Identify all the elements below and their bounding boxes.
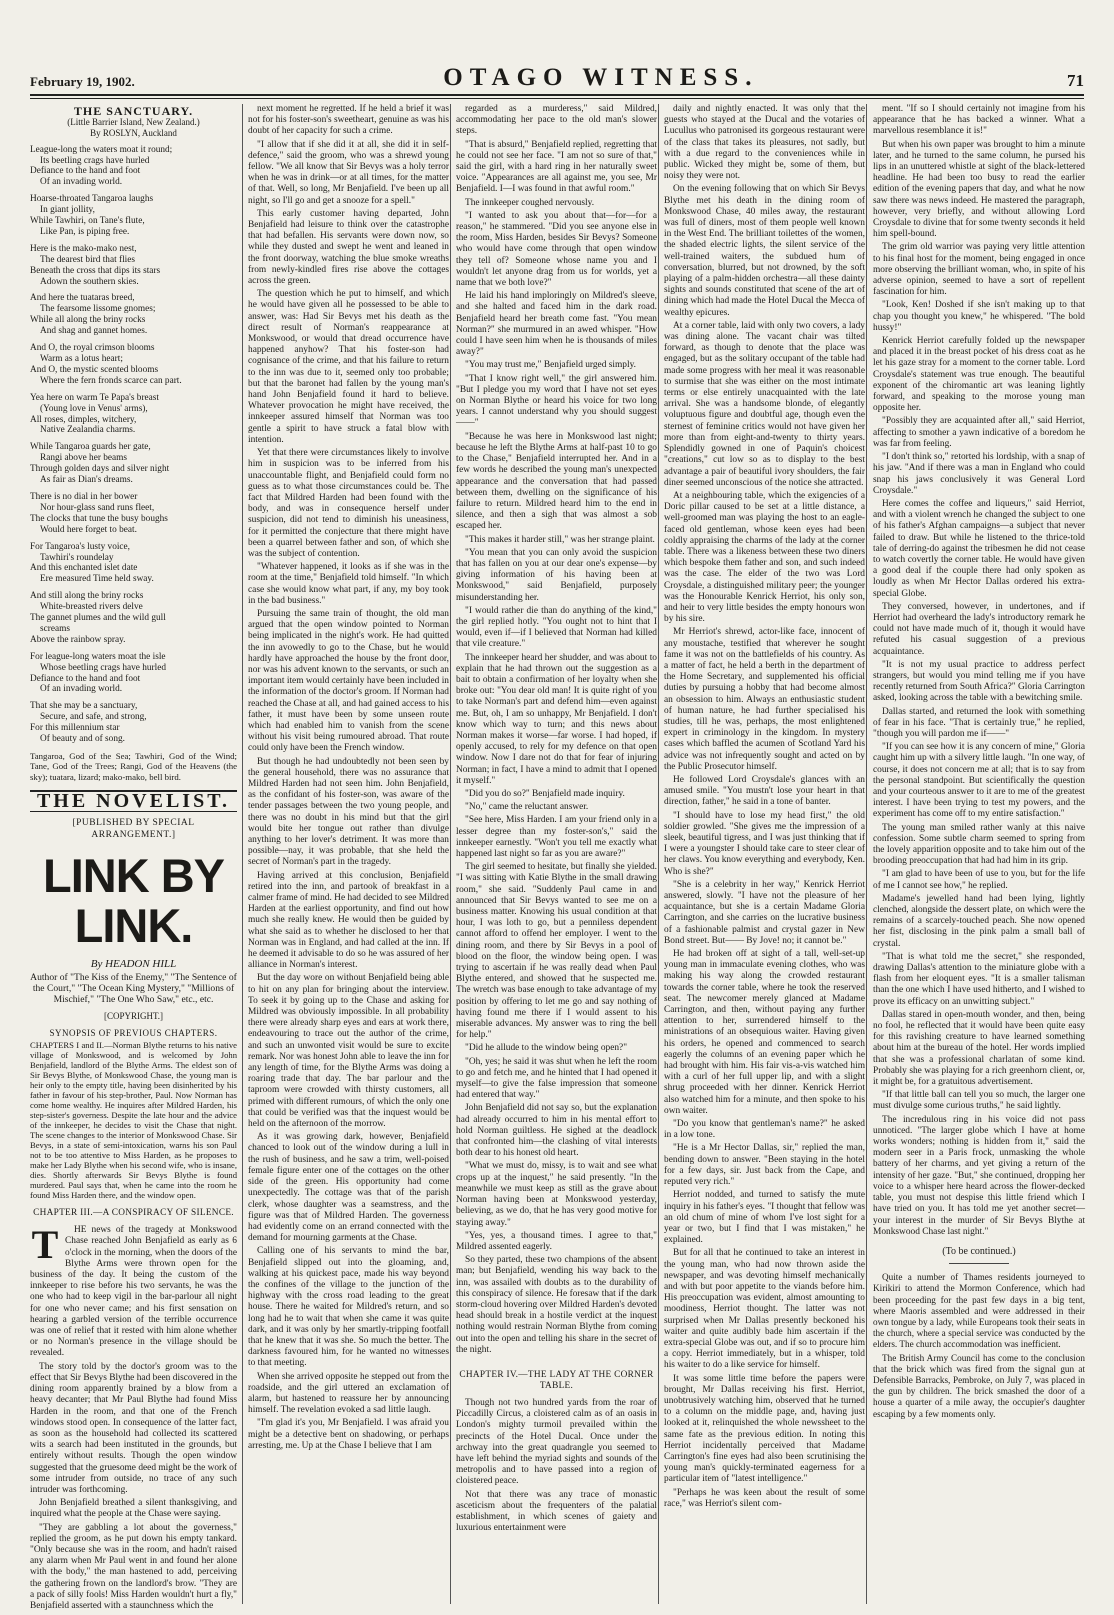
story-byline: By HEADON HILL [90, 957, 177, 970]
chapter-4-text [456, 1398, 657, 1534]
paragraph: Having arrived at this conclusion, Benjafield retired into the inn, and partook of breakfast in a calmer frame of mind. He had decided to see Mildred Harden at the earliest opportunity, and find out how much she really knew. He would then be guided by what she said as to whether he disclosed to her that Norman was in England, and had called at the inn. If he deemed it advisable to do so he was assured of her alliance in Norman's interest. [248, 870, 449, 971]
paragraph: "Oh, yes; he said it was shut when he left the room to go and fetch me, and he hinted that I had opened it myself—to give the false impression that someone had entered that way." [456, 1056, 657, 1101]
paragraph: "See here, Miss Harden. I am your friend only in a lesser degree than my foster-son's," said the innkeeper earnestly. "Won't you tell me exactly what happened last night so far as you are aware?" [456, 815, 657, 859]
poem-line: Would here forget to beat. [40, 524, 137, 535]
poem-line: League-long the waters moat it round; [30, 144, 173, 155]
paragraph: So they parted, these two champions of the absent man; but Benjafield, wending his way back to the inn, was assailed with doubts as to the durability of this conspiracy of silence. He foresaw that if the dark storm-cloud hovering over Mildred Harden's devoted head should break in a hostile verdict at the inquest nothing would restrain Norman Blythe from coming out into the open and telling his share in the secret of the night. [456, 1255, 657, 1355]
poem-line: Nor hour-glass sand runs fleet, [40, 502, 155, 513]
poem-line: screams [40, 623, 70, 634]
poem-line: Defiance to the hand and foot [30, 673, 141, 684]
paragraph: "You mean that you can only avoid the suspicion that has fallen on you at our dear one's expense—by giving information of his having been at Monkswood," said Benjafield, purposely misunderstanding her. [456, 547, 657, 603]
poem-line: Yea here on warm Te Papa's breast [30, 392, 159, 403]
paragraph: John Benjafield did not say so, but the explanation had already occurred to him in his mental effort to hold Norman guiltless. He sighed at the deadlock that confronted him—the clashing of vital interests both dear to his honest old heart. [456, 1103, 657, 1159]
paragraph: The young man smiled rather wanly at this naive confession. Some subtle charm seemed to spring from the lovely apparition opposite and to take him out of the brooding preoccupation that had had him in its grip. [873, 822, 1085, 867]
paragraph: When she arrived opposite he stepped out from the roadside, and the girl uttered an exclamation of alarm, but hastened to reassure her by announcing himself. The revelation evoked a sad little laugh. [248, 1371, 449, 1416]
paragraph: The question which he put to himself, and which he would have given all he possessed to be able to answer, was: Had Sir Bevys met his death as the direct result of Norman's reappearance at Monkswood, or would that dread occurrence have happened anyhow? That his foster-son had cognisance of the crime, and that his failure to return to the inn was due to it, seemed only too probable; but that the baronet had fallen by the young man's hand John Benjafield found it hard to believe. Whatever provocation he might have received, the innkeeper assured himself that Norman was too gentle a spirit to have struck a fatal blow with intention. [248, 289, 449, 445]
poem-glossary: Tangaroa, God of the Sea; Tawhiri, God of the Wind; Tane, God of the Trees; Rangi, God of the Heavens (the sky); tuatara, lizard; mako-mako, bell bird. [30, 751, 237, 782]
chapter-3-heading: CHAPTER III.—A CONSPIRACY OF SILENCE. [33, 1208, 234, 1219]
poem-line: Of an invading world. [40, 177, 123, 188]
poem-line: For league-long waters moat the isle [30, 651, 166, 662]
column-3 [450, 104, 662, 1604]
poem-stanza [30, 145, 237, 189]
paragraph: But though he had undoubtedly not been seen by the general household, there was no assurance that Mildred Harden had not seen him. John Benjafield, as the confidant of his foster-son, was aware of the tender passages between the two young people, and there was no doubt in his mind but that the girl would bite her tongue out rather than divulge anything to her lover's detriment. It was more than possible—nay, it was probable, that she held the secret of Norman's part in the tragedy. [248, 756, 449, 868]
paragraph: Dallas stared in open-mouth wonder, and then, being no fool, he reflected that it would have been quite easy for this ravishing creature to have learned something about him at the bureau of the hotel. Her words implied that she was a professional charlatan of some kind. Probably she was playing for a rich greenhorn client, or, it might be, for a gratuitous advertisement. [873, 1009, 1085, 1088]
column-1-story-text [30, 1222, 237, 1612]
paragraph: The story told by the doctor's groom was to the effect that Sir Bevys Blythe had been discovered in the dining room apparently brained by a blow from a heavy decanter; that Mr Paul Blythe had found Miss Harden in the room, and that one of the French windows stood open. In consequence of the latter fact, as soon as the household had collected its scattered wits a search had been instituted in the grounds, but entirely without results. Though the open window suggested that the gruesome deed might be the work of some intruder from outside, no trace of any such intruder was forthcoming. [30, 1361, 237, 1495]
poem-stanza [30, 194, 237, 238]
page-columns [30, 104, 1085, 1611]
paragraph: "Look, Ken! Doshed if she isn't making up to that chap you thought you knew," he whispered. "The bold hussy!" [873, 300, 1085, 333]
poem-line: Of an invading world. [40, 684, 123, 695]
synopsis-text: CHAPTERS I and II.—Norman Blythe returns to his native village of Monkswood, and is welcomed by John Benjafield, landlord of the Blythe Arms. The eldest son of Sir Bevys Blythe, of Monkswood Chase, the young man is heir only to the empty title, having been disinherited by his father in favour of his step-brother, Paul. Now Norman has come home wealthy. He inquires after Mildred Harden, his step-sister's governess. Despite the late hour and the advice of the innkeeper, he decides to visit the Chase that night. The scene changes to the interior of Monkswood Chase. Sir Bevys, in a state of semi-intoxication, warns his son Paul not to be too attentive to Miss Harden, as he proposes to make her Lady Blythe when his second wife, who is insane, dies. Shortly afterwards Sir Bevys Blythe is found murdered. Paul says that, when he came into the room he found Miss Harden there, and the window open. [30, 1040, 237, 1201]
paragraph: At a corner table, laid with only two covers, a lady was dining alone. The vacant chair was tilted forward, as though to denote that the place was engaged, but as the solitary occupant of the table had made some progress with her meal it was reasonable to surmise that she was either on the most intimate terms or else entirely unacquainted with the late arrival. She was a handsome blonde, of elegantly voluptuous figure and doubtful age, though even the sternest of feminine critics would not have given her more than from eight-and-twenty to thirty years. Splendidly gowned in one of Paquin's choicest "creations," cut low so as to display to the best advantage a pair of beautiful ivory shoulders, the fair diner seemed unconscious of the notice she attracted. [664, 320, 865, 488]
masthead [30, 60, 1084, 96]
poem-line: Of beauty and of song. [40, 734, 125, 745]
issue-date: February 19, 1902. [30, 74, 135, 89]
paragraph: "He is a Mr Hector Dallas, sir," replied the man, bending down to answer. "Been staying in the hotel for a few days, sir. Just back from the Cape, and reputed very rich." [664, 1143, 865, 1188]
paragraph: He laid his hand imploringly on Mildred's sleeve, and she halted and faced him in the dark road. Benjafield heard her breath come fast. "You mean Norman?" she murmured in an awed whisper. "How could I have seen him when he is thousands of miles away?" [456, 291, 657, 358]
poem-stanza [30, 542, 237, 586]
paragraph: "It is not my usual practice to address perfect strangers, but would you mind telling me if you have recently returned from South Africa?" Gloria Carrington asked, looking across the table with a bewitching smile. [873, 659, 1085, 704]
paragraph: "I would rather die than do anything of the kind," the girl replied hotly. "You ought not to hint that I would, even if—if I believed that Norman had killed that vile creature." [456, 605, 657, 650]
paragraph: Mr Herriot's shrewd, actor-like face, innocent of any moustache, testified that wherever he sought fame it was not on the battlefields of his country. As a matter of fact, he held a berth in the department of the Home Secretary, and supplemented his official duties by pursuing a hobby that had become almost an obsession to him. Always an enthusiastic student of human nature, he had further specialised his studies, till he was, perhaps, the most enlightened expert in criminology in the kingdom. In mystery cases which baffled the acumen of Scotland Yard his advice was not infrequently sought and acted on by the Public Prosecutor himself. [664, 627, 865, 772]
poem-line: While Tangaroa guards her gate, [30, 442, 151, 453]
poem-stanza [30, 343, 237, 387]
paragraph: "I am glad to have been of use to you, but for the life of me I cannot see how," he replied. [873, 869, 1085, 891]
poem-line: As fair as Dian's dreams. [40, 475, 133, 486]
poem-line: And this enchanted islet date [30, 563, 138, 574]
poem-stanza [30, 591, 237, 646]
poem-line: Like Pan, is piping free. [40, 226, 130, 237]
paragraph: "Perhaps he was keen about the result of some race," was Herriot's silent com- [664, 1487, 865, 1509]
paragraph: John Benjafield breathed a silent thanksgiving, and inquired what the people at the Chase were saying. [30, 1498, 237, 1520]
column-1 [30, 104, 241, 1611]
column-4-text [664, 104, 865, 1510]
drop-cap-letter-t: T [31, 1222, 59, 1268]
poem-line: Defiance to the hand and foot [30, 166, 141, 177]
poem-line: Hoarse-throated Tangaroa laughs [30, 194, 154, 205]
poem-author: By ROSLYN, Auckland [90, 128, 177, 139]
paragraph: At a neighbouring table, which the exigencies of a Doric pillar caused to be set at a little distance, a well-groomed man was playing the host to an eagle-faced old gentleman, whose keen eyes had been coldly appraising the charms of the lady at the corner table. There was a likeness between these two diners which bespoke them father and son, and such indeed was the case. The elder of the two was Lord Croysdale, a distinguished military peer; the younger was the Honourable Kenrick Herriot, his only son, and heir to very little besides the empty honours won by his sire. [664, 490, 865, 625]
author-credits: Author of "The Kiss of the Enemy," "The Sentence of the Court," "The Ocean King Mystery," "Millions of Mischief," "The One Who Saw," etc., etc. [30, 972, 237, 1006]
paragraph: regarded as a murderess," said Mildred, accommodating her pace to the old man's slower steps. [456, 104, 657, 137]
paragraph: Madame's jewelled hand had been lying, lightly clenched, alongside the dessert plate, on which were the remains of a scarcely-touched peach. She now opened her fist, disclosing in the pink palm a small ball of crystal. [873, 893, 1085, 949]
paragraph: Kenrick Herriot carefully folded up the newspaper and placed it in the breast pocket of his dress coat as he let his gaze stray for a moment to the corner table. Lord Croysdale's statement was true enough. The beautiful exponent of the chiromantic art was leaning lightly forward, and speaking to the morose young man opposite her. [873, 336, 1085, 414]
poem-line: (Young love in Venus' arms), [40, 403, 148, 414]
paragraph: "If you can see how it is any concern of mine," Gloria caught him up with a silvery little laugh. "In one way, of course, it does not concern me at all; that is to say from the personal standpoint. But scientifically the question and your courteous answer to it are to me of the greatest interest. I have been trying to test my powers, and the experiment has come off to my entire satisfaction." [873, 742, 1085, 820]
newspaper-title: OTAGO WITNESS. [443, 64, 759, 91]
poem-line: Whose beetling crags have hurled [40, 662, 166, 673]
paragraph: Here comes the coffee and liqueurs," said Herriot, and with a violent wrench he changed the subject to one of his father's Afghan campaigns—a subject that never failed to draw. But while he listened to the thrice-told tale of derring-do against the tribesmen he did not cease to watch covertly the corner table. He would have given a good deal if the couple there had only spoken as loudly as when Mr Hector Dallas ordered his extra-special Globe. [873, 498, 1085, 599]
poem-line: Ere measured Time held sway. [40, 574, 154, 585]
poem-line: And O, the royal crimson blooms [30, 343, 155, 354]
poem-line: Tawhiri's roundelay [40, 552, 114, 563]
paragraph: "What we must do, missy, is to wait and see what crops up at the inquest," he said presently. "In the meanwhile we must keep as still as the grave about Norman having been at Monkswood yesterday, believing, as we do, that he has very good motive for staying away." [456, 1161, 657, 1228]
paragraph: "Possibly they are acquainted after all," said Herriot, affecting to smother a yawn indicative of a boredom he was far from feeling. [873, 416, 1085, 449]
paragraph: Herriot nodded, and turned to satisfy the mute inquiry in his father's eyes. "I thought that fellow was an old chum of mine of whom I've lost sight for a year or two, but I find that I was mistaken," he explained. [664, 1190, 865, 1246]
paragraph: Yet that there were circumstances likely to involve him in suspicion was to be inferred from his unaccountable flight, and Benjafield could form no guess as to what those circumstances could be. The fact that Mildred Harden had been found with the body, and was in consequence herself under suspicion, did not tend to diminish his uneasiness, for it permitted the conjecture that there might have been a quarrel between father and son, of which she was the subject of contention. [248, 448, 449, 559]
paragraph: "That I know right well," the girl answered him. "But I pledge you my word that I have not set eyes on Norman Blythe or heard his voice for two long years. I cannot understand why you should suggest——" [456, 373, 657, 429]
paragraph: Calling one of his servants to mind the bar, Benjafield slipped out into the gloaming, and, walking at his quickest pace, made his way beyond the confines of the village to the junction of the highway with the cross road leading to the great house. There he waited for Mildred's return, and so long had he to wait that when she came it was quite dark, and it was only by her smartly-tripping footfall that he knew that it was she. So much the better. The darkness favoured him, for he wanted no witnesses to that meeting. [248, 1246, 449, 1369]
paragraph: But when his own paper was brought to him a minute later, and he turned to the same column, he pursed his lips in an unuttered whistle at sight of the black-lettered headline. He had been too busy to read the earlier edition of the evening papers that day, and what he now saw there was news indeed. He mastered the paragraph, however, very briefly, and without allowing Lord Croysdale to divine that for some twenty seconds it held him spell-bound. [873, 139, 1085, 240]
paragraph: "They are gabbling a lot about the governess," replied the groom, as he put down his empty tankard. "Only because she was in the room, and hadn't raised any alarm when Mr Paul went in and found her alone with the body," the man hastened to add, perceiving the gathering frown on the landlord's brow. "They are a pack of silly fools! Miss Harden wouldn't hurt a fly," Benjafield asserted with a staunchness which the [30, 1522, 237, 1611]
paragraph: daily and nightly enacted. It was only that the guests who stayed at the Ducal and the votaries of Lucullus who patronised its gorgeous restaurant were of the class that takes its pleasures, not sadly, but with a due regard to the conveniences while in public. Wicked they might be, some of them, but noisy they were not. [664, 104, 865, 182]
page-number: 71 [1066, 71, 1084, 90]
poem-title: THE SANCTUARY. [73, 104, 194, 118]
paragraph: The grim old warrior was paying very little attention to his final host for the moment, being engaged in once more observing the brilliant woman, who, in spite of his adverse opinion, seemed to have a sort of repellent fascination for him. [873, 242, 1085, 298]
copyright-note: [COPYRIGHT.] [103, 1011, 164, 1022]
paragraph: "That is absurd," Benjafield replied, regretting that he could not see her face. "I am not so sure of that," said the girl, with a hard ring in her naturally sweet voice. "Appearances are all against me, you see, Mr Benjafield. I—I was found in that awful room." [456, 139, 657, 195]
paragraph: Quite a number of Thames residents journeyed to Kirikiri to attend the Mormon Conference, which had been proceeding for the past few days in a big tent, where Maoris assembled and were addressed in their own tongue by a lady, while Europeans took their seats in the church, where a special service was conducted by the elders. The church accommodation was inefficient. [873, 1272, 1085, 1350]
paragraph: "Whatever happened, it looks as if she was in the room at the time," Benjafield told himself. "In which case she would know what part, if any, my boy took in the bad business." [248, 562, 449, 606]
poem-subtitle: (Little Barrier Island, New Zealand.) [67, 117, 200, 128]
poem-line: Where the fern fronds scarce can part. [40, 375, 182, 386]
paragraph: "I'm glad it's you, Mr Benjafield. I was afraid you might be a detective bent on shadowing, or perhaps arresting, me. Up at the Chase I believe that I am [248, 1418, 449, 1451]
to-be-continued: (To be continued.) [942, 1245, 1016, 1257]
poem-line: The dearest bird that flies [40, 254, 135, 265]
poem-stanza [30, 393, 237, 437]
paragraph: "She is a celebrity in her way," Kenrick Herriot answered, slowly. "I have not the pleasure of her acquaintance, but she is a certain Madame Gloria Carrington, and she carries on the lucrative business of a fashionable palmist and crystal gazer in New Bond street. But—— By Jove! no; it cannot be." [664, 879, 865, 946]
paragraph: "I don't think so," retorted his lordship, with a snap of his jaw. "And if there was a man in England who could snap his jaws conclusively it was General Lord Croysdale." [873, 452, 1085, 496]
poem-line: The gannet plumes and the wild gull [30, 613, 166, 624]
masthead-rule [30, 98, 1084, 99]
paragraph: "I allow that if she did it at all, she did it in self-defence," said the groom, who was a shrewd young fellow. "We all know that Sir Bevys was a holy terror when he was in drink—or at all times, for the matter of that. Well, so long, Mr Benjafield. I've been up all night, so I'll go and get a snooze for a spell." [248, 139, 449, 206]
poem-line: The fearsome lissome gnomes; [40, 304, 156, 315]
synopsis-heading: SYNOPSIS OF PREVIOUS CHAPTERS. [49, 1028, 218, 1039]
paragraph: "This makes it harder still," was her strange plaint. [465, 534, 655, 545]
poem-line: Rangi above her beams [40, 453, 127, 464]
poem-line: Beneath the cross that dips its stars [30, 265, 161, 276]
poem-line: All roses, dimples, witchery, [30, 414, 137, 425]
story-title: LINK BY LINK. [43, 848, 224, 952]
section-divider [949, 1263, 1009, 1264]
column-5 [866, 104, 1085, 1604]
paragraph: But the day wore on without Benjafield being able to hit on any plan for bringing about the interview. To seek it by going up to the Chase and asking for Mildred was obviously impossible. In all probability there were already sharp eyes and ears at work there, endeavouring to trace out the author of the crime, and such an unwonted visit would be sure to excite remark. Nor was honest John able to leave the inn for any length of time, for the Blythe Arms was doing a roaring trade that day. The bar parlour and the taproom were crowded with thirsty customers, all primed with different rumours, of which the only one that could be verified was that the inquest would be held on the afternoon of the morrow. [248, 973, 449, 1130]
column-4 [658, 104, 870, 1604]
paragraph: Though not two hundred yards from the roar of Piccadilly Circus, a cloistered calm as of an oasis in London's mighty turmoil prevailed within the precincts of the Hotel Ducal. Once under the archway into the great quadrangle you seemed to have left behind the myriad sights and sounds of the metropolis and to have passed into a region of cloistered peace. [456, 1397, 657, 1487]
synopsis [30, 1028, 237, 1200]
paragraph: The girl seemed to hesitate, but finally she yielded. "I was sitting with Katie Blythe in the small drawing room," she said. "Suddenly Paul came in and announced that Sir Bevys wanted to see me on a business matter. Knowing his usual condition at that hour, I was loth to go, but a penniless dependent cannot afford to offend her employer. I went to the dining room, and there by Sir Bevys in a pool of blood on the floor, the window being open. I was trying to ascertain if he was really dead when Paul Blythe entered, and showed that he suspected me. The wretch was base enough to take advantage of my position by offering to let me go and say nothing of having found me there if I would assent to his miserable advances. My answer was to ring the bell for help." [456, 862, 657, 1041]
paragraph: next moment he regretted. If he held a brief it was not for his foster-son's sweetheart, genuine as was his doubt of her capacity for such a crime. [248, 104, 449, 137]
paragraph: Not that there was any trace of monastic asceticism about the frequenters of the palatial establishment, in which scenes of gaiety and luxurious entertainment were [456, 1489, 657, 1534]
paragraph: Pursuing the same train of thought, the old man argued that the open window pointed to Norman being implicated in the night's work. He had quitted the inn avowedly to go to the Chase, but he would hardly have approached the house by the front door, nor was his advent known to the servants, or such an important item would certainly have been included in the information of the doctor's groom. If Norman had reached the Chase at all, and had gained access to his father, it must have been by some unseen route which had enabled him to vanish from the scene without his visit being rumoured abroad. That route could only have been the French window. [248, 608, 449, 754]
paragraph: They conversed, however, in undertones, and if Herriot had overheard the lady's introductory remark he could not have made much of it, though it would have refuted his casual suggestion of a previous acquaintance. [873, 601, 1085, 657]
chapter-4-heading: CHAPTER IV.—THE LADY AT THE CORNER TABLE. [459, 1369, 654, 1391]
poem-line: Adown the southern skies. [40, 276, 139, 287]
paragraph: On the evening following that on which Sir Bevys Blythe met his death in the dining room of Monkswood Chase, 40 miles away, the restaurant was full of diners, most of them people well known in the West End. The brilliant toilettes of the women, the shaded electric lights, the silent service of the well-trained waiters, the subdued hum of conversation, blurred, but not drowned, by the soft playing of a palm-hidden orchestra—all these dainty sights and sounds constituted that scene of the art of dining which had made the Hotel Ducal the Mecca of wealthy epicures. [664, 184, 865, 318]
poem-line: While all along the briny rocks [30, 315, 146, 326]
paragraph: "That is what told me the secret," she responded, drawing Dallas's attention to the miniature globe with a flash from her eloquent eyes. "It is a smaller talisman than the one which I have used hitherto, and I wished to prove its efficacy on an unwitting subject." [873, 951, 1085, 1007]
poem-line: And here the tuataras breed, [30, 293, 135, 304]
poem-line: Through golden days and silver night [30, 464, 170, 475]
paragraph: He had broken off at sight of a tall, well-set-up young man in immaculate evening clothes, who was making his way along the crowded restaurant towards the corner table, where he took the reserved seat. The newcomer merely glanced at Madame Carrington, and then, without paying any further attention to her, surrendered himself to the ministrations of an obsequious waiter. Having given his orders, he opened and commenced to search eagerly the columns of an evening paper which he had brought with him. His fair vis-a-vis watched him with a curl of her full upper lip, and with a slight shrug proceeded with her dinner. Kenrick Herriot also watched him for a minute, and then spoke to his own waiter. [664, 949, 865, 1116]
column-2-text [248, 104, 449, 1452]
poem-stanza [30, 492, 237, 536]
paragraph: "You may trust me," Benjafield urged simply. [465, 360, 637, 371]
paragraph: "Because he was here in Monkswood last night; because he left the Blythe Arms at half-past 10 to go to the Chase," Benjafield interrupted her. And in a few words he described the young man's unexpected appearance and the conversation that had passed between them, dwelling on the significance of his failure to return. Mildred heard him to the end in silence, and then a sigh that was almost a sob escaped her. [456, 431, 657, 532]
poem-body [30, 145, 237, 745]
paragraph: The innkeeper coughed nervously. [465, 197, 595, 208]
paragraph: "I should have to lose my head first," the old soldier growled. "She gives me the impression of a sleek, beautiful tigress, and I was just thinking that if I were a youngster I should take care to steer clear of her claws. You know everything and everybody, Ken. Who is she?" [664, 810, 865, 877]
paragraph: "Yes, yes, a thousand times. I agree to that," Mildred assented eagerly. [456, 1230, 657, 1252]
poem-line: Here is the mako-mako nest, [30, 243, 137, 254]
paragraph: The British Army Council has come to the conclusion that the brick which was fired from the signal gun at Defensible Barracks, Pembroke, on July 7, was placed in the gun by children. The brick smashed the door of a house a quarter of a mile away, the occupier's daughter escaping by a few moments only. [873, 1352, 1085, 1419]
poem-line: Secure, and safe, and strong, [40, 712, 147, 723]
news-items [873, 1272, 1085, 1420]
paragraph: Dallas started, and returned the look with something of fear in his face. "That is certainly true," he replied, "though you will pardon me if——" [873, 706, 1085, 739]
poem-line: Its beetling crags have hurled [40, 155, 150, 166]
poem-line: The clocks that tune the busy boughs [30, 513, 168, 524]
paragraph: The innkeeper heard her shudder, and was about to explain that he had thrown out the suggestion as a bait to obtain a confirmation of her loyalty when she broke out: "You dear old man! It is quite right of you to take Norman's part and defend him—even against me. But, oh, I am so unhappy, Mr Benjafield. I don't know which way to turn; and this news about Norman makes it worse—far worse. I had hoped, if openly accused, to rely for my defence on that open window. Now I dare not do that for fear of injuring Norman; in fact, I have a mind to admit that I opened it myself." [456, 652, 657, 786]
poem-line: There is no dial in her bower [30, 491, 138, 502]
poem-line: And O, the mystic scented blooms [30, 364, 159, 375]
column-5-text [873, 104, 1085, 1238]
poem-line: That she may be a sanctuary, [30, 701, 138, 712]
published-note: [PUBLISHED BY SPECIAL ARRANGEMENT.] [72, 818, 195, 840]
poem-line: Warm as a lotus heart; [40, 354, 123, 365]
poem-stanza [30, 244, 237, 288]
poem-line: And still along the briny rocks [30, 591, 144, 602]
poem-stanza [30, 652, 237, 696]
poem-line: While Tawhiri, on Tane's flute, [30, 216, 145, 227]
poem-line: For Tangaroa's lusty voice, [30, 541, 131, 552]
poem-line: Above the rainbow spray. [30, 634, 126, 645]
poem-line: In giant jollity, [40, 205, 95, 216]
paragraph: ment. "If so I should certainly not imagine from his appearance that he has backed a winner. What a marvellous resemblance it is!" [873, 104, 1085, 137]
poem-line: Native Zealandia charms. [40, 425, 136, 436]
poem-stanza [30, 701, 237, 745]
paragraph: HE news of the tragedy at Monkswood Chase reached John Benjafield as early as 6 o'clock in the morning, when the doors of the Blythe Arms were thrown open for the business of the day. It being the custom of the innkeeper to rise before his two servants, he was the one who had to keep vigil in the bar-parlour all night for one who never came; and his first sensation on hearing a garbled version of the terrible occurrence was one of relief that it rested with him alone whether or no Norman's presence in the village should be revealed. [30, 1225, 237, 1359]
paragraph: "I wanted to ask you about that—for—for a reason," he stammered. "Did you see anyone else in the room, Miss Harden, besides Sir Bevys? Someone who would have come through that open window they tell of? Someone whose name you and I wouldn't let anyone drag from us for worlds, yet a name that we both love?" [456, 210, 657, 289]
paragraph: "Do you know that gentleman's name?" he asked in a low tone. [664, 1119, 865, 1141]
poem-stanza [30, 442, 237, 486]
paragraph: "Did you do so?" Benjafield made inquiry. [465, 788, 625, 799]
paragraph: The incredulous ring in his voice did not pass unnoticed. "The larger globe which I have at home works wonders; nothing is hidden from it," said the modern seer in a Paris frock, unmasking the whole battery of her charms, and yet giving a return of the intensity of her gaze. "But," she continued, dropping her voice to a whisper here heard across the flower-decked table, you must not despise this little friend which I have tried on you. It has told me yet another secret—your interest in the murder of Sir Bevys Blythe at Monkswood Chase last night." [873, 1114, 1085, 1237]
paragraph: "No," came the reluctant answer. [465, 802, 589, 813]
paragraph: It was some little time before the papers were brought, Mr Dallas receiving his first. Herriot, unobtrusively watching him, observed that he turned to a column on the middle page, and, having just looked at it, relinquished the whole newssheet to the same fate as the previous edition. In noting this Herriot incidentally perceived that Madame Carrington's fine eyes had also been scrutinising the young man's quickly-terminated eagerness for a particular item of "latest intelligence." [664, 1373, 865, 1485]
poem-line: White-breasted rivers delve [40, 602, 143, 613]
paragraph: This early customer having departed, John Benjafield had leisure to think over the catastrophe that had befallen. His servants were down now, so while they dusted and swept he went and leaned in the front doorway, watching the blue smoke wreaths from newly-kindled fires rise above the cottages across the green. [248, 208, 449, 287]
section-header-novelist: THE NOVELIST. [36, 790, 231, 813]
paragraph: As it was growing dark, however, Benjafield chanced to look out of the window during a lull in the rush of business, and he saw a trim, well-poised female figure enter one of the cottages on the other side of the green. His opportunity had come unexpectedly. The cottage was that of the parish clerk, whose daughter was a seamstress, and the figure was that of Mildred Harden. The governess had evidently come on an errand connected with the demand for mourning garments at the Chase. [248, 1132, 449, 1244]
paragraph: "If that little ball can tell you so much, the larger one must divulge some curious truths," he said lightly. [873, 1090, 1085, 1112]
poem-line: For this millennium star [30, 723, 120, 734]
column-3-text [456, 104, 657, 1356]
paragraph: "Did he allude to the window being open?" [465, 1043, 628, 1054]
poem-stanza [30, 293, 237, 337]
story-opening [30, 1222, 237, 1612]
paragraph: But for all that he continued to take an interest in the young man, who had now thrown aside the newspaper, and was devoting himself mechanically and with but poor appetite to the viands before him. His preoccupation was evident, almost amounting to moodiness, Herriot thought. The latter was not surprised when Mr Dallas presently beckoned his waiter and quite audibly bade him ascertain if the extra-special Globe was out, and if so to procure him a copy. Herriot immediately, but in a whisper, told his waiter to do a like service for himself. [664, 1248, 865, 1371]
poem-line: And shag and gannet homes. [40, 326, 148, 337]
column-2 [242, 104, 454, 1604]
paragraph: He followed Lord Croysdale's glances with an amused smile. "You mustn't lose your heart in that direction, father," he said in a tone of banter. [664, 774, 865, 808]
